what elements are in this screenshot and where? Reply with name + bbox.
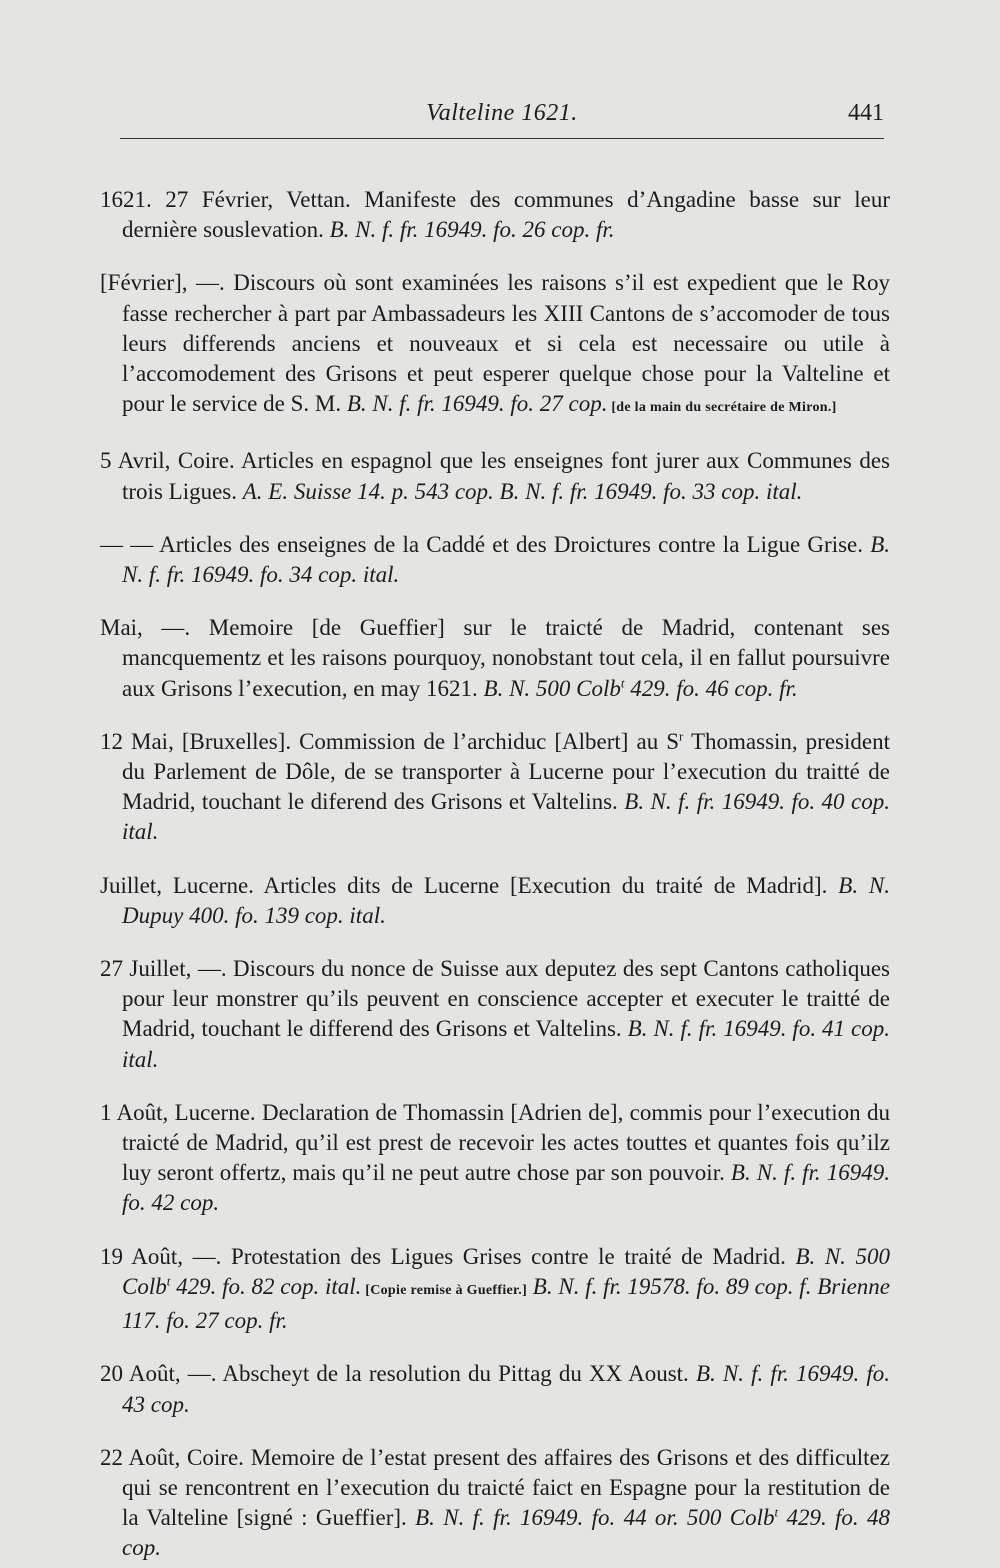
entry-reference: B. N. f. fr. 16949. fo. 41 cop. ital. <box>122 1016 891 1072</box>
reference-superscript: t <box>166 1273 171 1289</box>
reference-superscript: t <box>774 1504 779 1520</box>
entry-text: Discours du nonce de Suisse aux deputez des sept Cantons catholiques pour leur monstrer qu’ils peuvent en conscience accepter et executer le traitté de Madrid, touchant le differend des Grisons et Valtelins. <box>122 956 890 1042</box>
reference-superscript: t <box>620 674 625 690</box>
entry-date: Mai, —. <box>100 615 191 641</box>
entry-date: Juillet, Lucerne. <box>100 872 254 898</box>
entry-text: Declaration de Thomassin [Adrien de], commis pour l’execution du traicté de Madrid, qu’il est prest de recevoir les actes touttes et quantes fois qu’ilz luy seront offertz, mais qu’il ne peut autre chose par son pouvoir. <box>122 1099 890 1186</box>
entry-note: [de la main du secrétaire de Miron.] <box>607 400 837 416</box>
list-item <box>100 727 890 848</box>
list-item <box>100 1359 890 1419</box>
list-item <box>100 1242 890 1337</box>
entry-date: 12 Mai, [Bruxelles]. <box>100 728 292 754</box>
entry-date: 5 Avril, Coire. <box>100 448 235 474</box>
entry-text: Protestation des Ligues Grises contre le traité de Madrid. <box>221 1243 796 1269</box>
entry-text: Articles dits de Lucerne [Execution du traité de Madrid]. <box>253 872 839 898</box>
entry-reference: B. N. f. fr. 16949. fo. 34 cop. ital. <box>122 531 891 588</box>
page-number: 441 <box>848 100 884 126</box>
entry-text: Articles en espagnol que les enseignes font jurer aux Communes des trois Ligues. <box>122 448 891 504</box>
entry-reference-tail: 429. fo. 48 cop. <box>122 1505 891 1561</box>
entry-date: 19 Août, —. <box>100 1243 222 1269</box>
entry-text: Memoire de l’estat present des affaires des Grisons et des difficultez qui se rencontrent en l’execution du traicté faict en Espagne pour la restitution de la Valteline [signé : Gueffier]. <box>122 1444 890 1531</box>
entry-text: Articles des enseignes de la Caddé et des Droictures contre la Ligue Grise. <box>153 531 871 557</box>
entry-date: 22 Août, Coire. <box>100 1444 244 1470</box>
entry-reference: B. N. f. fr. 16949. fo. 43 cop. <box>122 1361 891 1417</box>
list-item <box>100 530 890 590</box>
entry-date: 20 Août, —. <box>100 1361 217 1387</box>
list-item <box>100 871 890 931</box>
list-item <box>100 954 890 1075</box>
entry-date: — — <box>100 531 154 557</box>
entry-reference: B. N. Dupuy 400. fo. 139 cop. ital. <box>122 872 891 928</box>
entry-reference-secondary: B. N. f. fr. 19578. fo. 89 cop. f. Brienne 117. fo. 27 cop. fr. <box>122 1273 891 1334</box>
running-header <box>120 98 884 139</box>
entry-reference: B. N. f. fr. 16949. fo. 44 or. 500 Colb <box>415 1505 775 1531</box>
entry-reference: B. N. 500 Colb <box>483 675 621 701</box>
entry-date: [Février], —. <box>100 270 225 296</box>
entry-text: Memoire [de Gueffier] sur le traicté de Madrid, contenant ses mancquementz et les raisons pourquoy, nonobstant tout cela, il en fallut poursuivre aux Grisons l’execution, en may 1621. <box>122 615 890 701</box>
entry-text: Abscheyt de la resolution du Pittag du XX Aoust. <box>216 1361 696 1387</box>
entry-reference: B. N. f. fr. 16949. fo. 26 cop. fr. <box>329 217 615 243</box>
entry-reference-tail: 429. fo. 82 cop. ital. <box>170 1273 362 1299</box>
entry-reference: B. N. 500 Colb <box>122 1243 890 1299</box>
entry-note: [Copie remise à Gueffier.] <box>361 1282 528 1298</box>
text-superscript: r <box>679 728 684 744</box>
entry-reference: B. N. f. fr. 16949. fo. 27 cop. <box>346 391 608 417</box>
list-item <box>100 1443 890 1564</box>
list-item <box>100 268 890 423</box>
list-item <box>100 446 890 506</box>
list-item <box>100 613 890 704</box>
list-item <box>100 1098 890 1219</box>
page-title: Valteline 1621. <box>426 100 578 126</box>
entry-date: 1621. 27 Février, Vettan. <box>100 187 351 212</box>
entry-reference: B. N. f. fr. 16949. fo. 42 cop. <box>122 1160 890 1216</box>
entry-list <box>100 162 890 1568</box>
entry-reference: B. N. f. fr. 16949. fo. 40 cop. ital. <box>122 789 890 845</box>
entry-text: Manifeste des communes d’Angadine basse sur leur dernière souslevation. <box>122 187 890 243</box>
entry-text-tail: Thomassin, president du Parlement de Dôle, de se transporter à Lucerne pour l’execution du traitté de Madrid, touchant le diferend des Grisons et Valtelins. <box>122 728 890 815</box>
list-item <box>100 185 890 245</box>
entry-text: Commission de l’archiduc [Albert] au S <box>291 728 680 754</box>
entry-reference: A. E. Suisse 14. p. 543 cop. B. N. f. fr. 16949. fo. 33 cop. ital. <box>242 478 803 504</box>
entry-reference-tail: 429. fo. 46 cop. fr. <box>624 675 798 701</box>
entry-date: 27 Juillet, —. <box>100 956 227 982</box>
entry-text: Discours où sont examinées les raisons s’il est expedient que le Roy fasse rechercher à part par Ambassadeurs les XIII Cantons de s’accomoder de tous leurs differends anciens et nouveaux et si cela est necessaire ou utile à l’accomodement des Grisons et peut esperer quelque chose pour la Valteline et pour le service de S. M. <box>122 270 890 417</box>
entry-date: 1 Août, Lucerne. <box>100 1099 256 1125</box>
